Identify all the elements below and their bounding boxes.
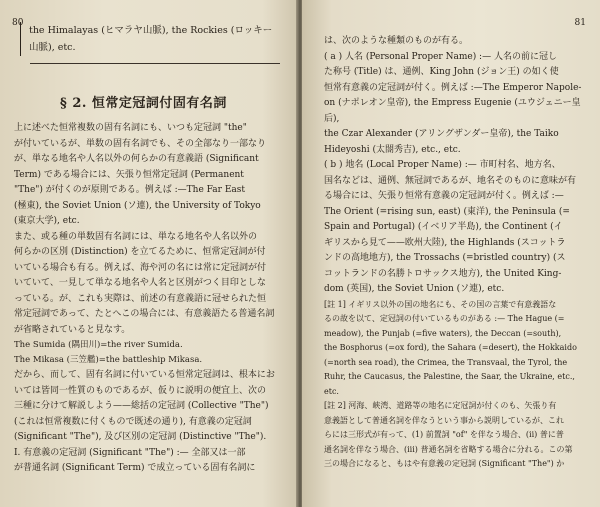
text-line: いていて、一見して単なる地名や人名と区別がつく目印としな bbox=[14, 278, 266, 288]
text-line: (Significant "The"), 及び区別の定冠詞 (Distinctive "The"). bbox=[14, 432, 267, 442]
text-line: the Czar Alexander (アリングザンダー皇帝), the Taiko bbox=[324, 129, 559, 139]
left-page bbox=[0, 0, 298, 507]
text-line: が普通名詞 (Significant Term) で成立っている固有名詞に bbox=[14, 463, 256, 473]
text-line: Hideyoshi (太閤秀吉), etc., etc. bbox=[324, 144, 461, 155]
text-line: が省略されていると見なす。 bbox=[14, 324, 131, 335]
text-line: また、或る種の単数固有名詞には、単なる地名や人名以外の bbox=[14, 231, 258, 242]
text-line: The Orient (=rising sun, east) (東洋), the Peninsula (= bbox=[324, 206, 570, 217]
text-line: ギリスから見て——欧州大陸), the Highlands (スコットラ bbox=[324, 237, 566, 248]
note-line: 山脈), etc. bbox=[29, 42, 76, 53]
text-line: コットランドの名勝トロサックス地方), the United King- bbox=[324, 268, 562, 279]
right-body-text bbox=[324, 34, 586, 472]
text-line: dom (英国), the Soviet Union (ソ連), etc. bbox=[324, 284, 505, 294]
note-line: Ruhr, the Caucasus, the Palestine, the Saar, the Ukraine, etc., bbox=[324, 372, 575, 381]
text-line: いている場合も有る。例えば、海や河の名には常に定冠詞が付 bbox=[14, 262, 267, 273]
example-line: The Mikasa (三笠艦)=the battleship Mikasa. bbox=[14, 355, 203, 365]
note-line: the Himalayas (ヒマラヤ山脈), the Rockies (ロッキー bbox=[29, 25, 273, 36]
text-line: 国名などは、通例、無冠詞であるが、地名そのものに意味が有 bbox=[324, 175, 577, 186]
example-line: The Sumida (隅田川)=the river Sumida. bbox=[14, 340, 183, 350]
text-line: Spain and Portugal) (イベリア半島), the Continent (イ bbox=[324, 222, 563, 232]
text-line: いては皆同一性質のものであるが、仮りに説明の便宜上、次の bbox=[14, 385, 267, 396]
text-line: Term) である場合には、矢張り恒常定冠詞 (Permanent bbox=[14, 169, 244, 180]
text-line: ( a ) 人名 (Personal Proper Name) :— 人名の前に冠し bbox=[324, 51, 557, 62]
text-line: だから、而して、固有名詞に付いている恒常定冠詞は、根本にお bbox=[14, 370, 275, 380]
text-line: (極東), the Soviet Union (ソ連), the University of Tokyo bbox=[14, 200, 261, 211]
note-line: らには三形式が有って、(1) 前置詞 "of" を伴なう場合、(ii) 普に普 bbox=[324, 430, 564, 439]
note-line: 意義語として普通名詞を伴なうという事から説明しているが、これ bbox=[324, 415, 564, 425]
text-line: 常定冠詞であって、たとへこの場合には、有意義語たる普通名詞 bbox=[14, 309, 275, 319]
note-line: 三の場合になると、もはや有意義の定冠詞 (Significant "The") か bbox=[324, 459, 565, 468]
note-line: meadow), the Punjab (=five waters), the Deccan (=south), bbox=[324, 328, 562, 338]
text-line: 上に述べた恒常複数の固有名詞にも、いつも定冠詞 "the" bbox=[14, 123, 247, 133]
text-line: は、次のような種類のものが有る。 bbox=[324, 36, 469, 46]
note-line: [註 2] 河海、峡湾、道路等の地名に定冠詞が付くのも、矢張り有 bbox=[324, 401, 557, 410]
text-line: on (ナポレオン皇帝), the Empress Eugenie (ユウジェニー皇后), bbox=[324, 98, 581, 124]
text-line: (東京大学), etc. bbox=[14, 216, 80, 226]
text-line: I. 有意義の定冠詞 (Significant "The") :— 全部又は一部 bbox=[14, 447, 246, 458]
text-line: る場合には、矢張り恒常有意義の定冠詞が付く。例えば :— bbox=[324, 191, 564, 201]
text-line: た称号 (Title) は、通例、King John (ジョン王) の如く使 bbox=[324, 67, 559, 77]
note-line: etc. bbox=[324, 386, 339, 396]
text-line: ( b ) 地名 (Local Proper Name) :— 市町村名、地方名、 bbox=[324, 160, 561, 170]
page-number-right: 81 bbox=[574, 18, 586, 28]
note-line: 通名詞を伴なう場合、(iii) 普通名詞を省略する場合に分れる。この第 bbox=[324, 444, 573, 454]
text-line: (これは恒常複数に付くもので既述の通り), 有意義の定冠詞 bbox=[14, 416, 252, 427]
note-line: るの故を以て、定冠詞の付いているものがある :— The Hague (= bbox=[324, 314, 565, 323]
text-line: っている。が、これも実際は、前述の有意義語に冠せられた恒 bbox=[14, 293, 267, 304]
note-continuation bbox=[20, 22, 298, 56]
text-line: が、単なる地名や人名以外の何らかの有意義語 (Significant bbox=[14, 154, 259, 164]
right-page bbox=[302, 0, 600, 507]
text-line: "The") が付くのが原則である。例えば :—The Far East bbox=[14, 185, 245, 195]
note-line: (=north sea road), the Crimea, the Transvaal, the Tyrol, the bbox=[324, 357, 568, 367]
note-line: [註 1] イギリス以外の国の地名にも、その国の言葉で有意義語な bbox=[324, 299, 557, 309]
text-line: ンドの高地地方), the Trossachs (=bristled country) (ス bbox=[324, 253, 566, 263]
divider-rule bbox=[30, 63, 280, 64]
page-number-left: 80 bbox=[12, 18, 24, 28]
left-body-text bbox=[14, 121, 286, 477]
section-heading: § 2. 恒常定冠詞付固有名詞 bbox=[60, 96, 227, 111]
text-line: 三種に分けて解説しよう——総括の定冠詞 (Collective "The") bbox=[14, 401, 269, 411]
text-line: が付いているが、単数の固有名詞でも、その全部なり一部なり bbox=[14, 138, 267, 149]
note-line: the Bosphorus (=ox ford), the Sahara (=desert), the Hokkaido bbox=[324, 343, 577, 352]
text-line: 何らかの区別 (Distinction) を立てるために、恒常定冠詞が付 bbox=[14, 247, 266, 257]
text-line: 恒常有意義の定冠詞が付く。例えば :—The Emperor Napole- bbox=[324, 82, 582, 93]
